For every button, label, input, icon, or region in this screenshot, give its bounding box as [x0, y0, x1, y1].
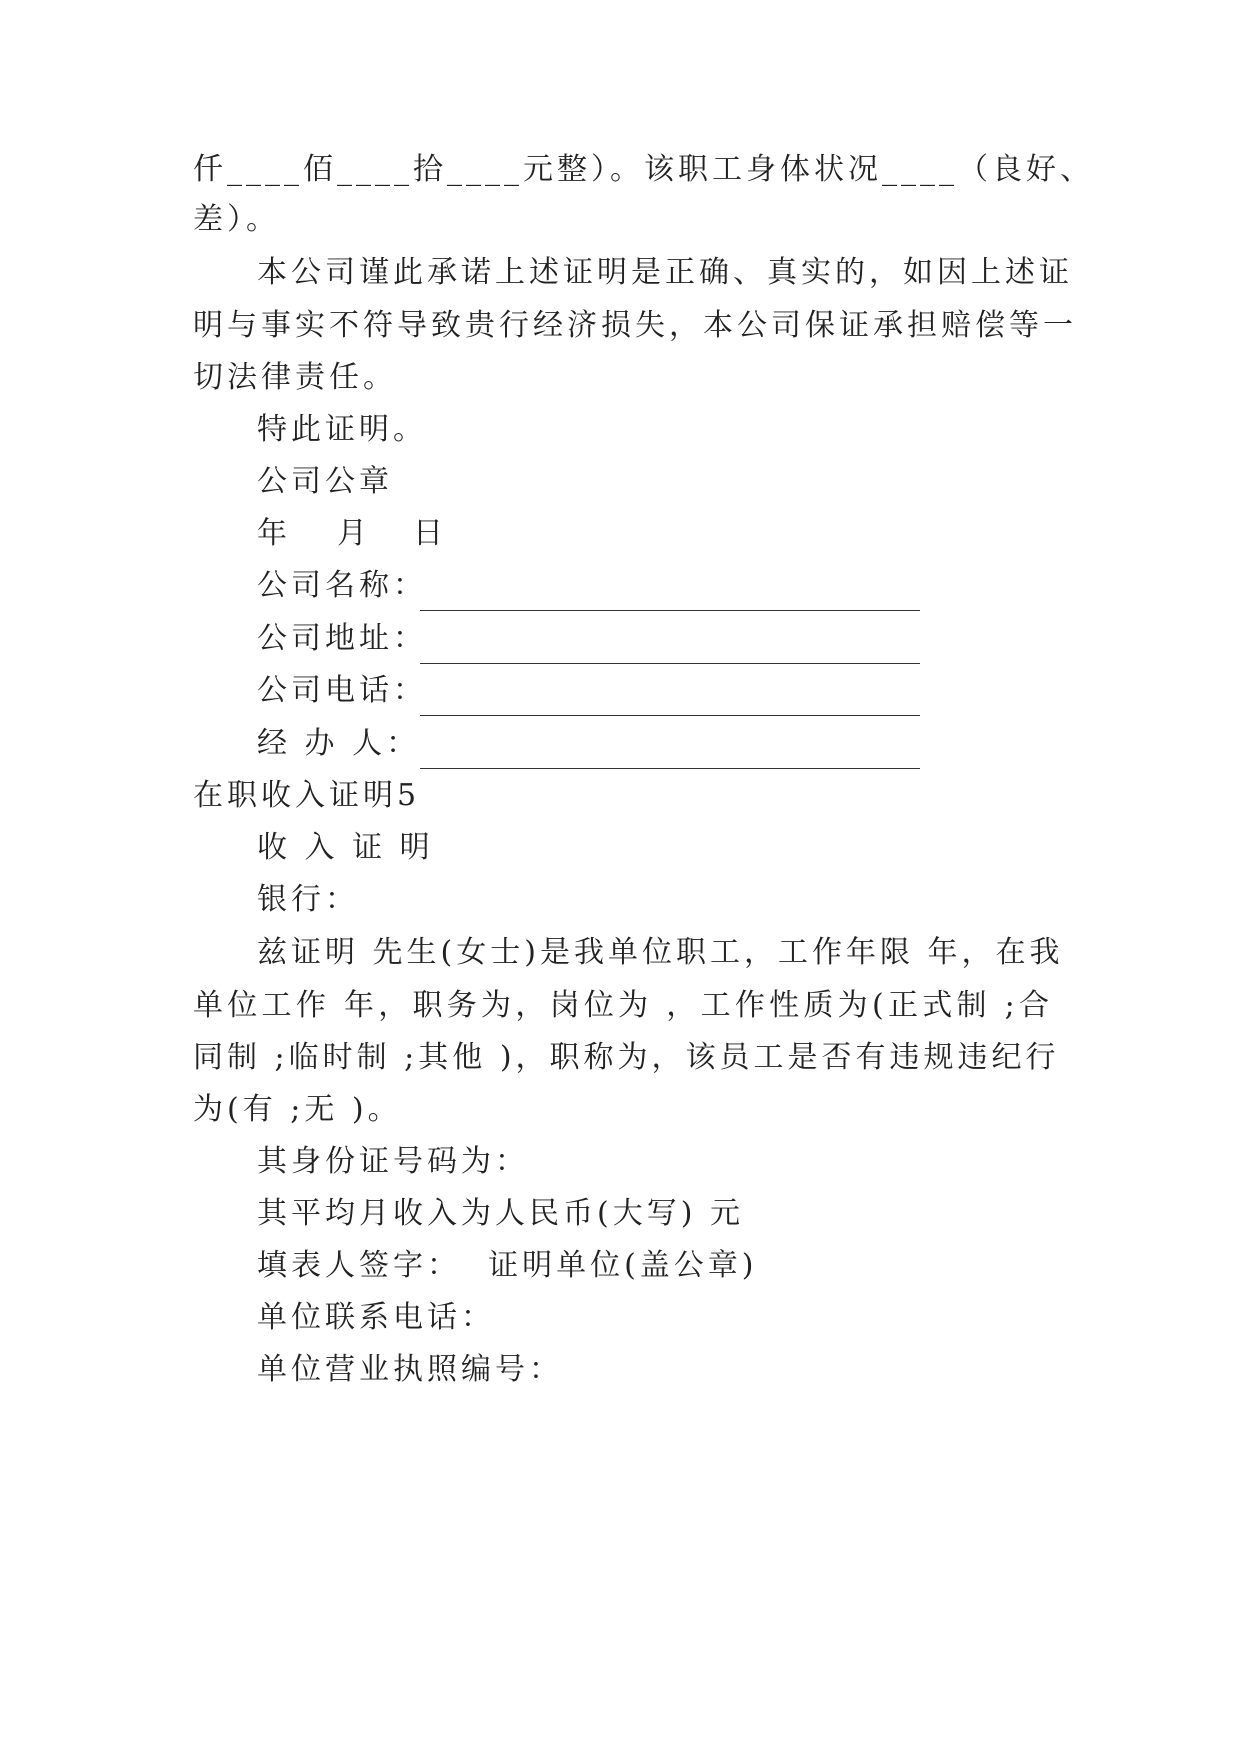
promise-line-2: 明与事实不符导致贵行经济损失，本公司保证承担赔偿等一 — [193, 308, 1077, 343]
business-license-line: 单位营业执照编号： — [257, 1352, 563, 1387]
body-line-3: 同制 ;临时制 ;其他 )，职称为，该员工是否有违规违纪行 — [193, 1040, 1060, 1075]
company-phone-label: 公司电话： — [257, 673, 427, 708]
company-address-label: 公司地址： — [257, 621, 427, 656]
company-name-label: 公司名称： — [257, 568, 427, 603]
bank-addressee: 银行： — [257, 882, 359, 917]
date-line — [257, 514, 1117, 554]
section-title: 在职收入证明5 — [193, 778, 421, 813]
signature-line: 填表人签字： 证明单位(盖公章) — [257, 1248, 758, 1283]
unit-phone-line: 单位联系电话： — [257, 1300, 495, 1335]
health-options-line: 差）。 — [193, 202, 280, 237]
id-number-line: 其身份证号码为： — [257, 1144, 529, 1179]
handler-field — [257, 724, 1117, 764]
body-line-2: 单位工作 年，职务为，岗位为 ，工作性质为(正式制 ;合 — [193, 988, 1053, 1023]
company-phone-blank-line — [420, 715, 920, 716]
date-month: 月 — [337, 516, 371, 551]
date-year: 年 — [257, 516, 291, 551]
income-line: 其平均月收入为人民币(大写) 元 — [257, 1196, 744, 1231]
handler-label: 经 办 人： — [257, 726, 421, 761]
amount-health-line: 仟____佰____拾____元整）。该职工身体状况____（良好、 — [193, 152, 1094, 187]
special-certify-line: 特此证明。 — [257, 412, 427, 447]
document-title: 收 入 证 明 — [257, 830, 434, 865]
company-address-blank-line — [420, 663, 920, 664]
date-day: 日 — [413, 516, 447, 551]
body-line-4: 为(有 ;无 )。 — [193, 1092, 402, 1127]
body-line-1: 兹证明 先生(女士)是我单位职工，工作年限 年，在我 — [257, 935, 1064, 970]
company-address-field — [257, 619, 1117, 659]
promise-line-3: 切法律责任。 — [193, 360, 397, 395]
promise-line-1: 本公司谨此承诺上述证明是正确、真实的，如因上述证 — [257, 255, 1073, 290]
company-name-field — [257, 566, 1117, 606]
company-name-blank-line — [420, 610, 920, 611]
company-seal-label: 公司公章 — [257, 464, 393, 499]
company-phone-field — [257, 671, 1117, 711]
handler-blank-line — [420, 768, 920, 769]
